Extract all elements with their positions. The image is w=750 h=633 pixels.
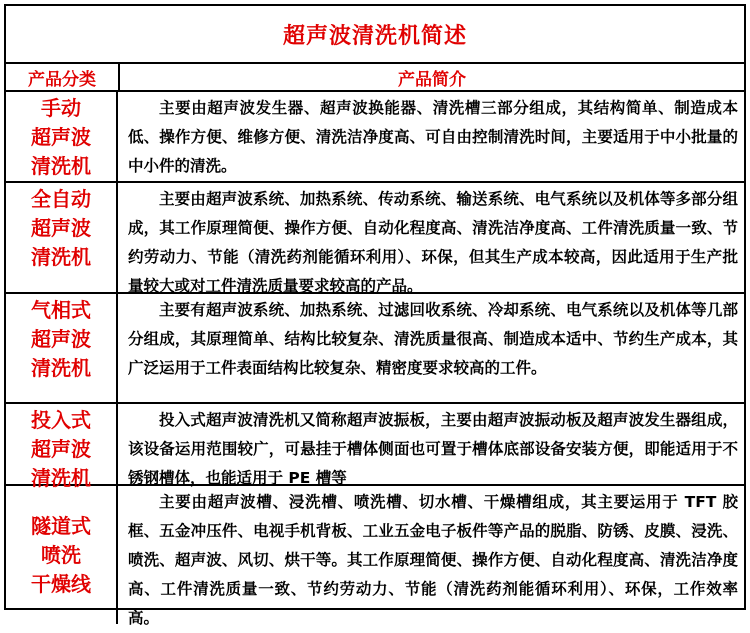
category-line: 超声波 (31, 327, 91, 351)
category-line: 清洗机 (31, 466, 91, 490)
category-line: 超声波 (31, 437, 91, 461)
category-line: 手动 (41, 96, 81, 120)
category-cell (6, 404, 118, 490)
category-line: 投入式 (31, 408, 91, 432)
category-line: 超声波 (31, 125, 91, 149)
table-row (6, 183, 744, 294)
category-line: 超声波 (31, 216, 91, 240)
category-line: 干燥线 (31, 571, 91, 596)
category-line: 气相式 (31, 298, 91, 322)
table-row (6, 92, 744, 183)
category-line: 清洗机 (31, 245, 91, 269)
table-title: 超声波清洗机简述 (6, 6, 744, 64)
category-cell (6, 294, 118, 402)
category-line: 隧道式 (31, 513, 91, 538)
category-cell (6, 92, 118, 181)
category-cell (6, 183, 118, 292)
category-line: 清洗机 (31, 154, 91, 178)
table-row (6, 404, 744, 490)
description-cell: 主要由超声波系统、加热系统、传动系统、输送系统、电气系统以及机体等多部分组成，其工作原理简便、操作方便、自动化程度高、清洗洁净度高、工件清洗质量一致、节约劳动力、节能（清洗药剂能循环利用）、环保，但其生产成本较高，因此适用于生产批量较大或对工件清洗质量要求较高的产品。 (128, 190, 738, 295)
category-line: 全自动 (31, 187, 91, 211)
description-cell: 主要由超声波槽、浸洗槽、喷洗槽、切水槽、干燥槽组成，其主要运用于 TFT 胶框、五金冲压件、电视手机背板、工业五金电子板件等产品的脱脂、防锈、皮膜、浸洗、喷洗、超声波、风切、烘干等。其工作原理简便、操作方便、自动化程度高、清洗洁净度高、工件清洗质量一致、节约劳动力、节能（清洗药剂能循环利用）、环保，工作效率高。 (128, 493, 738, 627)
category-line: 清洗机 (31, 356, 91, 380)
header-intro: 产品简介 (398, 69, 466, 90)
product-table (4, 4, 746, 627)
header-category: 产品分类 (6, 64, 120, 90)
table-row (6, 486, 744, 627)
table-header-row (6, 64, 744, 92)
category-cell (6, 486, 118, 624)
category-line: 喷洗 (41, 542, 81, 567)
table-row (6, 294, 744, 404)
description-cell: 主要由超声波发生器、超声波换能器、清洗槽三部分组成，其结构简单、制造成本低、操作方便、维修方便、清洗洁净度高、可自由控制清洗时间，主要适用于中小批量的中小件的清洗。 (128, 99, 738, 175)
description-cell: 投入式超声波清洗机又简称超声波振板，主要由超声波振动板及超声波发生器组成，该设备运用范围较广，可悬挂于槽体侧面也可置于槽体底部设备安装方便，即能适用于不锈钢槽体，也能适用于 PE 槽等 (128, 411, 738, 487)
description-cell: 主要有超声波系统、加热系统、过滤回收系统、冷却系统、电气系统以及机体等几部分组成，其原理简单、结构比较复杂、清洗质量很高、制造成本适中、节约生产成本，其广泛运用于工件表面结构比较复杂、精密度要求较高的工件。 (128, 301, 738, 377)
